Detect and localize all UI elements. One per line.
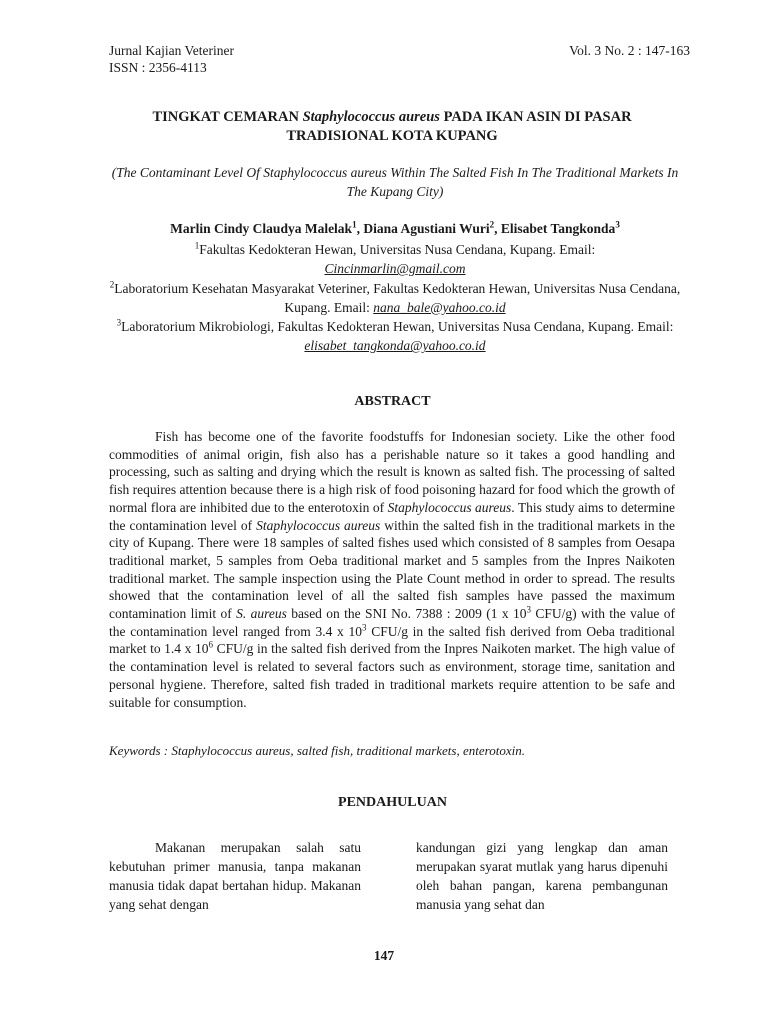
body-column-right: kandungan gizi yang lengkap dan aman merupakan syarat mutlak yang harus dipenuhi oleh bahan pangan, karena pembangunan manusia yang sehat dan [416,840,668,912]
journal-volume: Vol. 3 No. 2 : 147-163 [569,43,690,58]
section-heading: PENDAHULUAN [338,795,447,810]
page-number: 147 [373,948,395,963]
affiliation-2: $^2$Laboratorium Kesehatan Masyarakat Veteriner, Fakultas Kedokteran Hewan, Universitas Nusa Cendana, Kupang. Email: nana_bale@yahoo.co.id [109,279,681,315]
author-list: Marlin Cindy Claudya Malelak$^1$, Diana Agustiani Wuri$^2$, Elisabet Tangkonda$^3$ [170,219,620,236]
journal-issn: ISSN : 2356-4113 [109,60,207,75]
author-name: Elisabet Tangkonda [500,221,616,236]
keywords: Keywords : Staphylococcus aureus, salted fish, traditional markets, enterotoxin. [109,743,525,758]
author-name: Marlin Cindy Claudya Malelak [170,221,353,236]
running-header-left [109,42,234,76]
paper-title: TINGKAT CEMARAN Staphylococcus aureus PADA IKAN ASIN DI PASAR TRADISIONAL KOTA KUPANG [152,109,632,144]
abstract-body: Fish has become one of the favorite foodstuffs for Indonesian society. Like the other food commodities of animal origin, fish also has a perishable nature so it takes a good handling and processing, such as salting and drying which the result is known as salted fish. The processing of salted fish requires attention because there is a high risk of food poisoning hazard for food which the growth of normal flora are inhibited due to the enterotoxin of Staphylococcus aureus. This study aims to determine the contamination level of Staphylococcus aureus within the salted fish in the traditional markets in the city of Kupang. There were 18 samples of salted fishes used which consisted of 8 samples from Oesapa traditional market, 5 samples from Oeba traditional market and 5 samples from the Inpres Naikoten traditional market. The sample inspection using the Plate Count method in order to spread. The results showed that the contamination level of all the salted fish samples have passed the maximum contamination limit of S. aureus based on the SNI No. 7388 : 2009 (1 x $10^3$ CFU/g) with the value of the contamination level ranged from 3.4 x $10^3$ CFU/g in the salted fish derived from Oeba traditional market to 1.4 x $10^6$ CFU/g in the salted fish derived from the Inpres Naikoten market. The high value of the contamination level is related to several factors such as environment, storage time, sanitation and personal hygiene. Therefore, salted fish traded in traditional markets require attention to be safe and suitable for consumption. [109,429,676,710]
affiliation-1: $^1$Fakultas Kedokteran Hewan, Universitas Nusa Cendana, Kupang. Email: Cincinmarlin@gmail.com [194,240,596,277]
author-name: Diana Agustiani Wuri [363,221,490,236]
email-link[interactable]: Cincinmarlin@gmail.com [324,261,466,277]
email-link[interactable]: nana_bale@yahoo.co.id [373,299,506,315]
abstract-heading: ABSTRACT [354,394,431,409]
title-species: Staphylococcus aureus [302,109,440,125]
email-link[interactable]: elisabet_tangkonda@yahoo.co.id [304,338,486,354]
affiliation-list [100,240,690,356]
journal-name: Jurnal Kajian Veteriner [109,43,234,58]
paper-subtitle: (The Contaminant Level Of Staphylococcus aureus Within The Salted Fish In The Traditional Markets In The Kupang City) [111,165,679,199]
body-column-left: Makanan merupakan salah satu kebutuhan primer manusia, tanpa makanan manusia tidak dapat bertahan hidup. Makanan yang sehat dengan [109,840,361,912]
affiliation-3: $^3$Laboratorium Mikrobiologi, Fakultas Kedokteran Hewan, Universitas Nusa Cendana, Kupang. Email: elisabet_tangkonda@yahoo.co.id [116,317,674,354]
